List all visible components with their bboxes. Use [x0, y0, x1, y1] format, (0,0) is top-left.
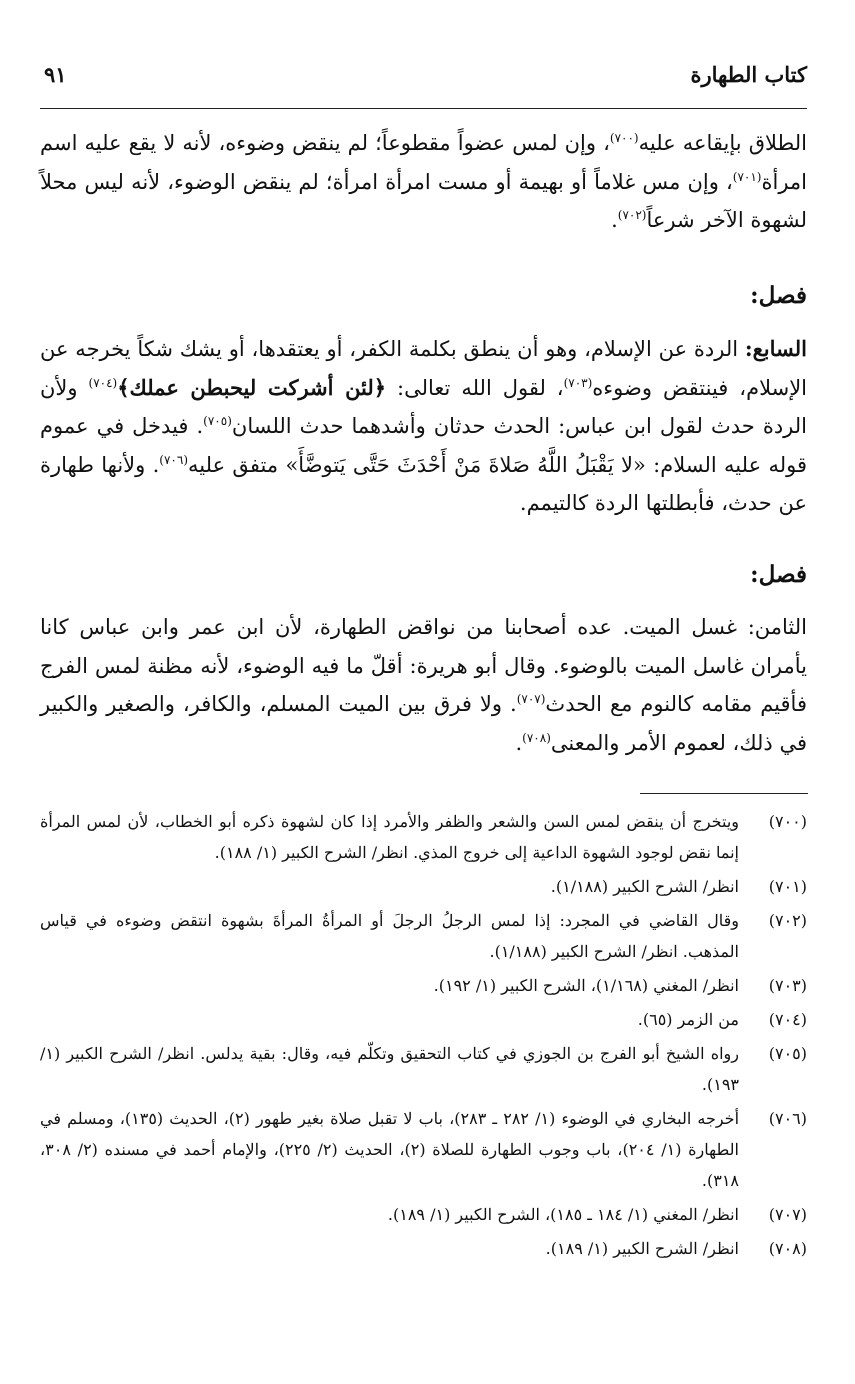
text-run: الثامن: غسل الميت. عده أصحابنا من نواقض الطهارة، لأن ابن عمر وابن عباس كانا يأمران غاسل الميت بالوضوء. وقال أبو هريرة: أقلّ ما فيه الوضوء، لأنه مظنة لمس الفرج فأقيم مقامه كالنوم مع الحدث	[40, 615, 807, 716]
text-run: . ولأنها طهارة عن حدث، فأبطلتها الردة كالتيمم.	[40, 452, 807, 515]
footnote-number: (٧٠٤)	[768, 1010, 807, 1029]
text-run: .	[515, 730, 523, 755]
paragraph-2	[40, 330, 807, 523]
text-run: ، لقول الله تعالى:	[386, 375, 564, 400]
footnote-number: (٧٠٧)	[768, 1205, 807, 1224]
footnote-text: ويتخرج أن ينقض لمس السن والشعر والظفر والأمرد إذا كان لشهوة ذكره أبو الخطاب، لأن لمس المرأة إنما نقض لوجود الشهوة الداعية إلى خروج المذي. انظر/ الشرح الكبير (١/ ١٨٨).	[40, 812, 739, 862]
footnote-number: (٧٠٢)	[768, 911, 807, 930]
footnote	[40, 1233, 807, 1264]
paragraph-1	[40, 124, 807, 240]
section-heading-2: فصل:	[750, 561, 807, 588]
text-run: ، وإن لمس عضواً مقطوعاً؛ لم ينقض وضوءه، لأنه لا يقع عليه اسم امرأة	[40, 131, 807, 194]
footnote-number: (٧٠٦)	[768, 1109, 807, 1128]
footnote-number: (٧٠١)	[768, 877, 807, 896]
text-run: الردة عن الإسلام، وهو أن ينطق بكلمة الكفر، أو يعتقدها، أو يشك شكاً يخرجه عن الإسلام، فينتقض وضوءه	[40, 337, 808, 400]
footnote-ref: (٧٠٠)	[609, 131, 639, 145]
text-run: . ولا فرق بين الميت المسلم، والكافر، والصغير والكبير في ذلك، لعموم الأمر والمعنى	[40, 692, 807, 755]
footnote	[40, 806, 807, 868]
footnote	[40, 1004, 807, 1035]
text-run: ولأن الردة حدث لقول ابن عباس: الحدث حدثان وأشدهما حدث اللسان	[40, 375, 807, 438]
footnote-ref: (٧٠٨)	[522, 730, 551, 745]
footnote-ref: (٧٠٣)	[563, 375, 593, 390]
header-rule	[40, 108, 807, 109]
footnote-ref: (٧٠٧)	[516, 692, 546, 706]
section-lead: السابع:	[744, 336, 807, 361]
footnote-text: انظر/ الشرح الكبير (١/ ١٨٩).	[545, 1239, 739, 1258]
footnote-text: من الزمر (٦٥).	[637, 1010, 739, 1029]
footnote	[40, 1103, 807, 1196]
text-run: الطلاق بإيقاعه عليه	[638, 131, 807, 155]
footnote-ref: (٧٠٦)	[159, 452, 189, 467]
running-header	[40, 62, 807, 92]
footnote-text: انظر/ الشرح الكبير (١/١٨٨).	[550, 877, 739, 896]
footnote-number: (٧٠٨)	[768, 1239, 807, 1258]
chapter-title: كتاب الطهارة	[690, 62, 807, 87]
footnote-text: أخرجه البخاري في الوضوء (١/ ٢٨٢ ـ ٢٨٣)، باب لا تقبل صلاة بغير طهور (٢)، الحديث (١٣٥)، ومسلم في الطهارة (١/ ٢٠٤)، باب وجوب الطهارة للصلاة (٢)، الحديث (٢/ ٢٢٥)، والإمام أحمد في مسنده (٢/ ٣٠٨، ٣١٨).	[40, 1109, 740, 1190]
footnote	[40, 871, 807, 902]
footnote-text: انظر/ المغني (١/١٦٨)، الشرح الكبير (١/ ١٩٢).	[433, 976, 739, 995]
text-run: . فيدخل في عموم قوله عليه السلام: «لا يَقْبَلُ اللَّهُ صَلاةَ مَنْ أَحْدَثَ حَتَّى يَتوضَّأَ» متفق عليه	[40, 414, 807, 477]
footnote-ref: (٧٠٤)	[88, 375, 118, 390]
text-run: ، وإن مس غلاماً أو بهيمة أو مست امرأة امرأة؛ لم ينقض الوضوء، لأنه ليس محلاً لشهوة الآخر شرعاً	[40, 169, 807, 232]
footnote-number: (٧٠٥)	[768, 1044, 807, 1063]
paragraph-3	[40, 608, 807, 762]
page-number: ٩١	[44, 62, 67, 87]
footnote-text: انظر/ المغني (١/ ١٨٤ ـ ١٨٥)، الشرح الكبير (١/ ١٨٩).	[387, 1205, 739, 1224]
footnote-number: (٧٠٠)	[768, 812, 807, 831]
footnote-number: (٧٠٣)	[768, 976, 807, 995]
footnote-text: رواه الشيخ أبو الفرج بن الجوزي في كتاب التحقيق وتكلّم فيه، وقال: بقية يدلس. انظر/ الشرح الكبير (١/ ١٩٣).	[40, 1044, 739, 1094]
footnote-ref: (٧٠٢)	[617, 208, 647, 222]
footnote-separator	[640, 793, 808, 794]
text-run: .	[611, 208, 618, 232]
footnote	[40, 970, 807, 1001]
section-heading-1: فصل:	[750, 282, 807, 309]
footnote	[40, 1038, 807, 1100]
footnote	[40, 905, 807, 967]
footnote-ref: (٧٠١)	[732, 169, 762, 184]
footnote-text: وقال القاضي في المجرد: إذا لمس الرجلُ الرجلَ أو المرأةُ المرأةَ بشهوة انتقض وضوءه في قياس المذهب. انظر/ الشرح الكبير (١/١٨٨).	[40, 911, 739, 961]
quran-verse: ﴿لئن أشركت ليحبطن عملك﴾	[117, 374, 387, 400]
footnote-ref: (٧٠٥)	[203, 414, 232, 428]
footnote	[40, 1199, 807, 1230]
footnotes	[40, 806, 807, 1267]
